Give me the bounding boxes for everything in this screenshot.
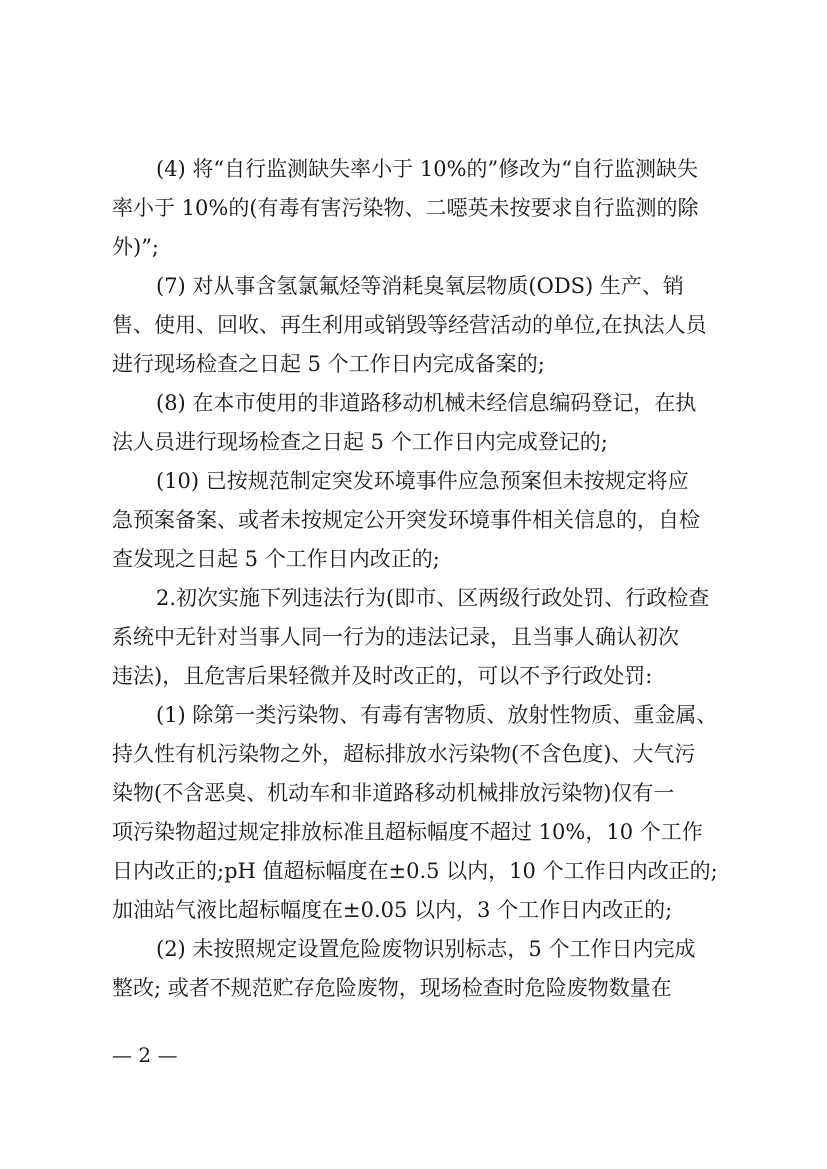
text-line: (2) 未按照规定设置危险废物识别标志，5 个工作日内完成 (156, 937, 696, 961)
text-line: 整改; 或者不规范贮存危险废物，现场检查时危险废物数量在 (112, 976, 672, 1000)
text-line: 2.初次实施下列违法行为(即市、区两级行政处罚、行政检查 (156, 586, 710, 610)
text-line: 查发现之日起 5 个工作日内改正的; (112, 547, 440, 571)
text-line: (10) 已按规范制定突发环境事件应急预案但未按规定将应 (156, 469, 689, 493)
text-line: 项污染物超过规定排放标准且超标幅度不超过 10%，10 个工作 (112, 820, 703, 844)
text-line: (4) 将“自行监测缺失率小于 10%的”修改为“自行监测缺失 (156, 157, 698, 181)
text-line: 染物(不含恶臭、机动车和非道路移动机械排放污染物)仅有一 (112, 781, 675, 805)
text-line: (7) 对从事含氢氯氟烃等消耗臭氧层物质(ODS) 生产、销 (156, 274, 684, 298)
text-line: 违法)，且危害后果轻微并及时改正的，可以不予行政处罚: (112, 664, 653, 688)
text-line: 进行现场检查之日起 5 个工作日内完成备案的; (112, 352, 545, 376)
text-line: (1) 除第一类污染物、有毒有害物质、放射性物质、重金属、 (156, 703, 718, 727)
text-line: 加油站气液比超标幅度在±0.05 以内，3 个工作日内改正的; (112, 898, 673, 922)
text-line: 外)”; (112, 235, 160, 259)
text-line: 售、使用、回收、再生利用或销毁等经营活动的单位,在执法人员 (112, 313, 707, 337)
text-line: 率小于 10%的(有毒有害污染物、二噁英未按要求自行监测的除 (112, 196, 699, 220)
page-number: — 2 — (112, 1043, 178, 1067)
text-line: 持久性有机污染物之外，超标排放水污染物(不含色度)、大气污 (112, 742, 696, 766)
text-line: 系统中无针对当事人同一行为的违法记录，且当事人确认初次 (112, 625, 679, 649)
text-line: 急预案备案、或者未按规定公开突发环境事件相关信息的，自检 (112, 508, 700, 532)
text-line: (8) 在本市使用的非道路移动机械未经信息编码登记，在执 (156, 391, 697, 415)
text-line: 日内改正的;pH 值超标幅度在±0.5 以内，10 个工作日内改正的; (112, 859, 718, 883)
text-line: 法人员进行现场检查之日起 5 个工作日内完成登记的; (112, 430, 608, 454)
